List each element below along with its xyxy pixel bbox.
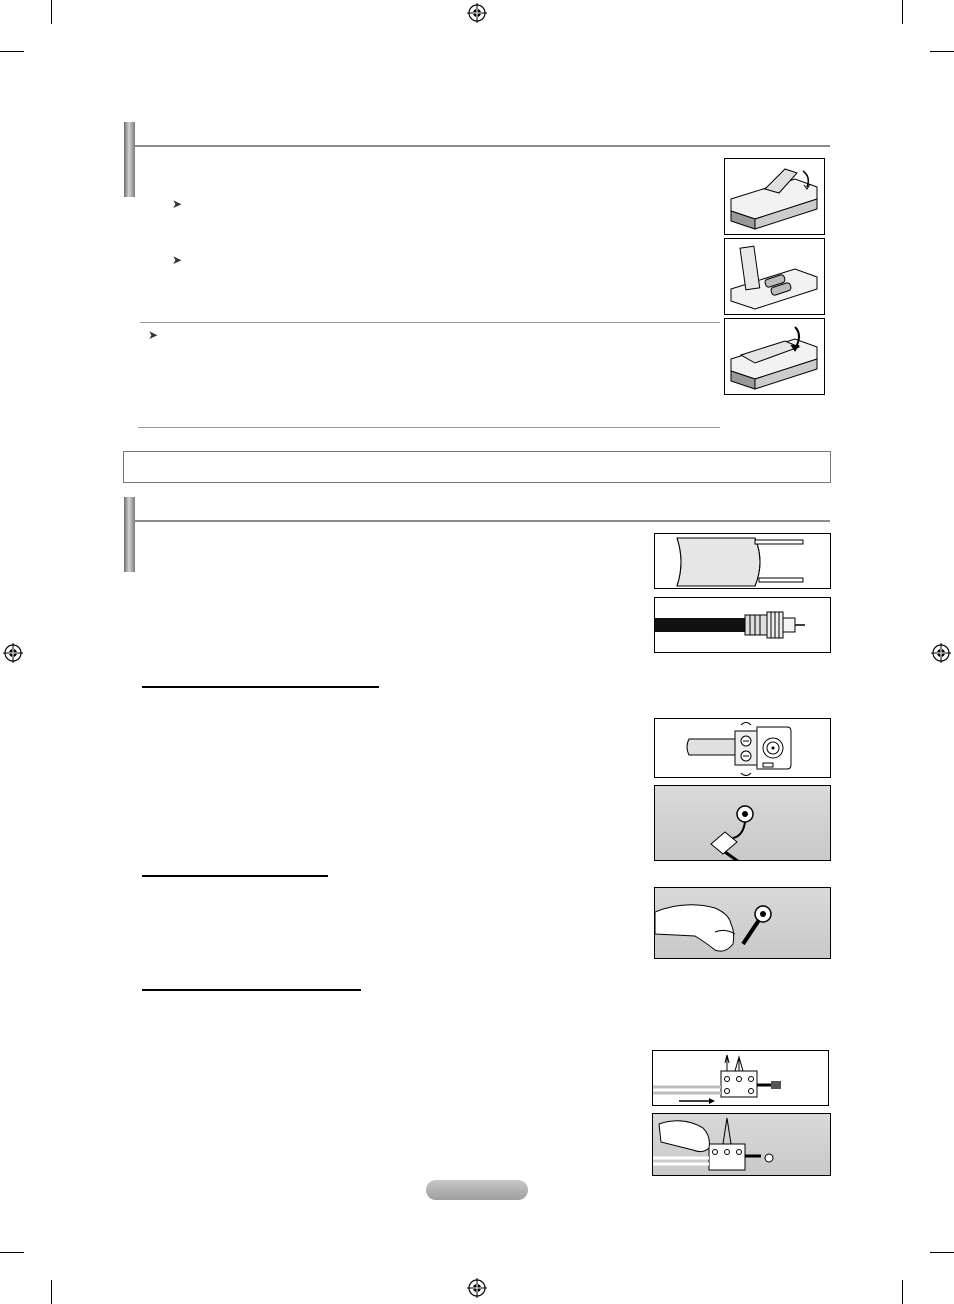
section-marker-bar bbox=[124, 497, 135, 572]
remote-open-cover-illustration bbox=[724, 158, 825, 235]
section-marker-bar bbox=[124, 122, 135, 197]
twin-lead-cable-illustration bbox=[654, 533, 831, 589]
crosshair-registration-icon bbox=[467, 3, 487, 23]
note-arrow-icon: ➤ bbox=[148, 328, 159, 342]
crop-mark-top-right-v bbox=[902, 0, 903, 24]
antenna-plug-into-terminal-illustration bbox=[654, 785, 831, 861]
subheading-underline bbox=[142, 989, 361, 991]
crop-mark-top-left-h bbox=[0, 51, 24, 52]
section-heading-rule bbox=[135, 520, 830, 522]
note-arrow-icon: ➤ bbox=[172, 197, 183, 211]
note-divider bbox=[140, 322, 720, 323]
hand-connecting-splitter-illustration bbox=[652, 1113, 831, 1176]
crosshair-registration-icon bbox=[3, 643, 23, 663]
remote-insert-batteries-illustration bbox=[724, 238, 825, 315]
subheading-underline bbox=[142, 875, 328, 877]
section-heading-rule bbox=[135, 145, 830, 147]
crop-mark-bottom-right-v bbox=[902, 1280, 903, 1304]
crop-mark-bottom-right-h bbox=[930, 1252, 954, 1253]
hand-connecting-coax-illustration bbox=[654, 887, 831, 959]
crosshair-registration-icon bbox=[931, 643, 951, 663]
note-arrow-icon: ➤ bbox=[172, 253, 183, 267]
coaxial-cable-illustration bbox=[654, 597, 831, 653]
crop-mark-bottom-left-h bbox=[0, 1252, 24, 1253]
note-divider bbox=[138, 427, 720, 428]
section-banner-box bbox=[123, 451, 831, 483]
remote-close-cover-illustration bbox=[724, 318, 825, 395]
twin-lead-adapter-illustration bbox=[654, 718, 831, 778]
subheading-underline bbox=[142, 686, 379, 688]
crop-mark-top-left-v bbox=[51, 0, 52, 24]
crop-mark-bottom-left-v bbox=[51, 1280, 52, 1304]
page-number-pill bbox=[426, 1180, 528, 1200]
crop-mark-top-right-h bbox=[930, 51, 954, 52]
crosshair-registration-icon bbox=[467, 1278, 487, 1298]
cable-splitter-diagram-illustration bbox=[652, 1050, 829, 1106]
